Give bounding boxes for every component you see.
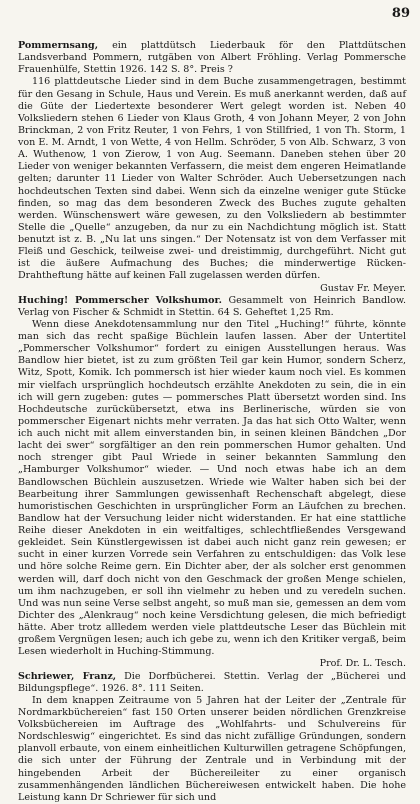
entry-dorfbuecherei-citation <box>18 671 406 695</box>
text-column <box>18 40 406 804</box>
entry-citation: Die Dorfbücherei. Stettin. Verlag der „Bücherei und Bildungspflege“. 1926. 8°. 111 Seiten. <box>18 670 406 694</box>
entry-huching-citation <box>18 295 406 319</box>
entry-pommernsang-citation <box>18 40 406 76</box>
entry-title: Pommernsang, <box>18 40 99 51</box>
page-number: 89 <box>391 6 410 21</box>
entry-citation: Gesammelt von Heinrich Bandlow. Verlag von Fischer & Schmidt in Stettin. 64 S. Geheftet 1,25 Rm. <box>18 294 406 318</box>
reviewer-signature: Prof. Dr. L. Tesch. <box>319 658 406 670</box>
review-huching: Wenn diese Anekdotensammlung nur den Titel „Huching!“ führte, könnte man sich das recht spaßige Büchlein laufen lassen. Aber der Untertitel „Pommerscher Volkshumor“ fordert zu einigen Ausstellungen heraus. Was Bandlow hier bietet, ist zu zum größten Teil gar kein Humor, sondern Scherz, Witz, Spott, Komik. Ich pommersch ist hier wieder kaum noch viel. Es kommen mir vielfach ursprünglich hochdeutsch erzählte Anekdoten zu sein, die in ein ich will gern zugeben: gutes — pommersches Platt übersetzt worden sind. Ins Hochdeutsche zurückübersetzt, etwa ins Berlinerische, würden sie von pommerscher Eigenart nichts mehr verraten. Ja das hat sich Otto Walter, wenn ich auch nicht mit allem einverstanden bin, in seinen kleinen Bändchen „Dor lacht dei swer“ sorgfältiger an den rein pommerschen Humor gehalten. Und noch strenger gibt Paul Wriede in seiner bekannten Sammlung den „Hamburger Volkshumor“ wieder. — Und noch etwas habe ich an dem Bandlowschen Büchlein auszusetzen. Wriede wie Walter haben sich bei der Bearbeitung ihrer Sammlungen gewissenhaft Rechenschaft abgelegt, diese humoristischen Geschichten in ursprünglicher Form an Läufchen zu brechen. Bandlow hat der Versuchung leider nicht widerstanden. Er hat eine stattliche Reihe dieser Anekdoten in ein weitfaltiges, schlechtfließendes Versgewand gekleidet. Sein Künstlergewissen ist dabei auch nicht ganz rein gewesen; er sucht in einer kurzen Vorrede sein Verfahren zu entschuldigen: das Volk lese und höre solche Reime gern. Ein Dichter aber, der als solcher erst genommen werden will, darf doch nicht von den Geschmack der großen Menge schielen, um ihm nachzugeben, er soll ihn vielmehr zu heben und zu veredeln suchen. Und was nun seine Verse selbst angeht, so muß man sie, gemessen an dem vom Dichter des „Alenkraug“ noch keine Versdichtung gelesen, die mich befriedigt hätte. Aber trotz allledem werden viele plattdeutsche Leser das Büchlein mit großem Vergnügen lesen; auch ich gebe zu, wenn ich den Kritiker vergaß, beim Lesen wiederholt in Huching-Stimmung. <box>18 318 406 658</box>
entry-citation: ein plattdütsch Liederbauk för den Plattdütschen Landsverband Pommern, rutgäben von Albert Fröhling. Verlag Pommersche Frauenhülfe, Stettin 1926. 142 S. 8°. Preis ? <box>18 40 406 76</box>
entry-title: Schriewer, Franz, <box>18 670 117 682</box>
review-pommernsang: 116 plattdeutsche Lieder sind in dem Buche zusammengetragen, bestimmt für den Gesang in Schule, Haus und Verein. Es muß anerkannt werden, daß auf die Güte der Liedertexte besonderer Wert gelegt worden ist. Neben 40 Volksliedern stehen 6 Lieder von Klaus Groth, 4 von Johann Meyer, 2 von John Brinckman, 2 von Fritz Reuter, 1 von Fehrs, 1 von Stillfried, 1 von Th. Storm, 1 von E. M. Arndt, 1 von Wette, 4 von Hellm. Schröder, 5 von Alb. Schwarz, 3 von A. Wuthenow, 1 von Zierow, 1 von Aug. Seemann. Daneben stehen über 20 Lieder von weniger bekannten Verfassern, die meist dem engeren Heimatlande gelten; darunter 11 Lieder von Walter Schröder. Auch Uebersetzungen nach hochdeutschen Texten sind dabei. Wenn sich da einzelne weniger gute Stücke finden, so mag das dem besonderen Zweck des Buches zugute gehalten werden. Wünschenswert wäre gewesen, zu den Volksliedern ab bestimmter Stelle die „Quelle“ anzugeben, da nur zu ein Nachdichtung möglich ist. Statt benutzt ist z. B. „Nu lat uns singen.“ Der Notensatz ist von dem Verfasser mit Fleiß und Geschick, teilweise zwei- und dreistimmig, durchgeführt. Nicht gut ist die äußere Aufmachung des Buches; die minderwertige Rücken-Drahtheftung hätte auf keinen Fall zugelassen werden dürfen. <box>18 76 406 282</box>
reviewer-signature: Gustav Fr. Meyer. <box>320 282 406 294</box>
entry-title: Huching! Pommerscher Volkshumor. <box>18 294 222 306</box>
review-dorfbuecherei: In dem knappen Zeitraume von 5 Jahren hat der Leiter der „Zentrale für Nordmarkbüchereien“ fast 150 Orten unserer beiden nördlichen Grenzkreise Volksbüchereien im Auftrage des „Wohlfahrts- und Schulvereins für Nordschleswig“ eingerichtet. Es sind das nicht zufällige Gründungen, sondern planvoll erbaute, von einem einheitlichen Kulturwillen getragene Schöpfungen, die sich unter der Führung der Zentrale und in Verbindung mit der hingebenden Arbeit der Büchereileiter zu einer organisch zusammenhängenden ländlichen Büchereiwesen entwickelt haben. Die hohe Leistung kann Dr Schriewer für sich und <box>18 694 406 803</box>
